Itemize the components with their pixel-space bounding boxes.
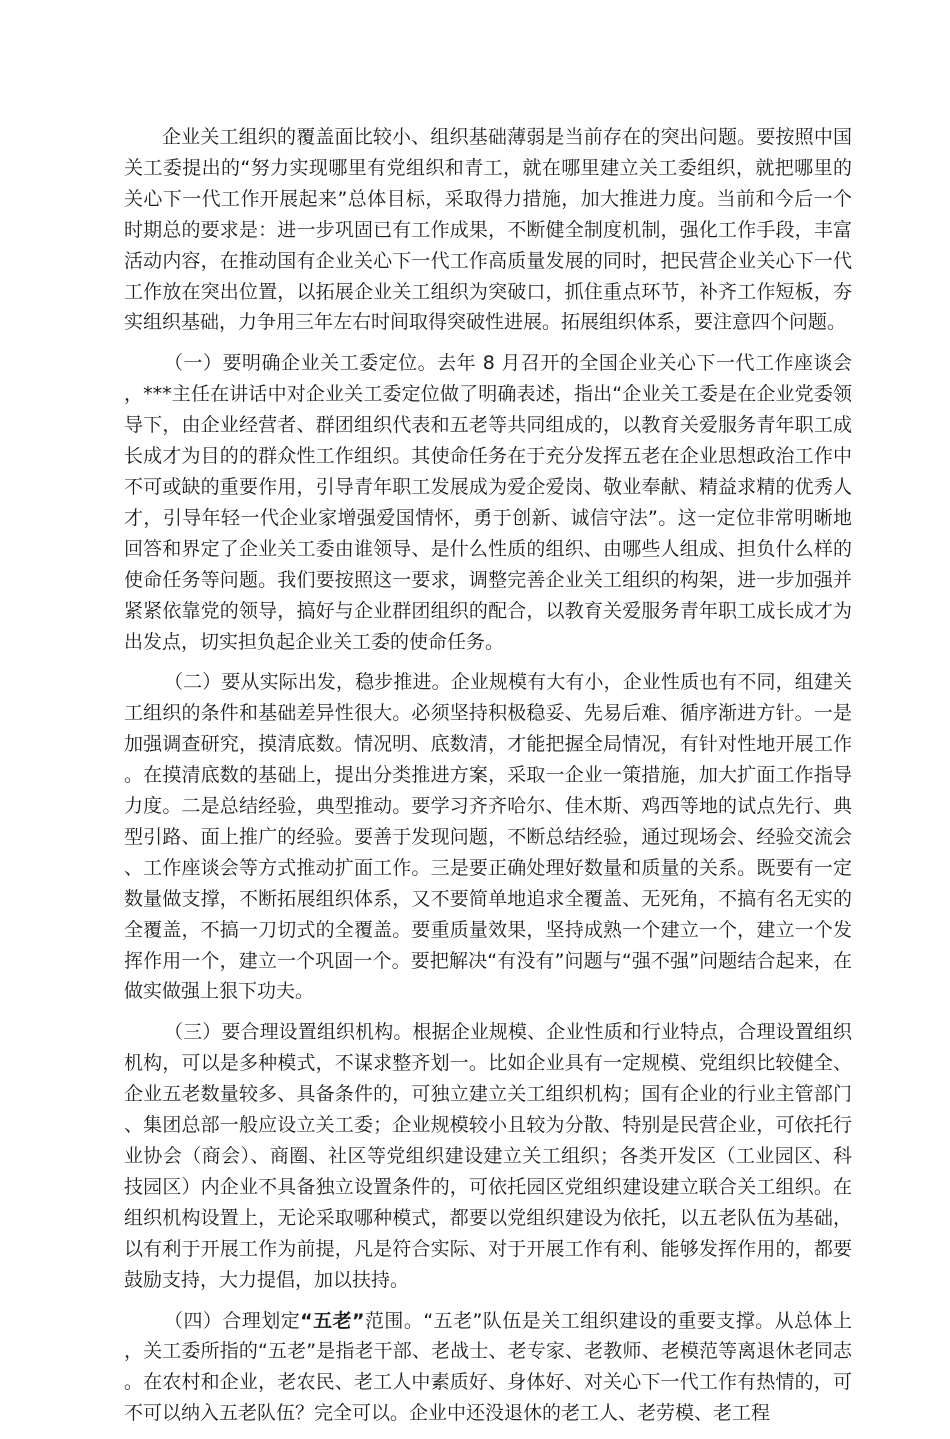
section-4-emphasis: “五老”	[300, 1309, 365, 1332]
section-4-paragraph	[124, 1306, 852, 1430]
section-4-suffix: 范围。“五老”队伍是关工组织建设的重要支撑。从总体上，关工委所指的“五老”是指老干部、老战士、老专家、老教师、老模范等离退休老同志。在农村和企业，老农民、老工人中素质好、身体好、对关心下一代工作有热情的，可不可以纳入五老队伍？完全可以。企业中还没退休的老工人、老劳模、老工程	[124, 1309, 852, 1425]
section-3-paragraph: （三）要合理设置组织机构。根据企业规模、企业性质和行业特点，合理设置组织机构，可以是多种模式，不谋求整齐划一。比如企业具有一定规模、党组织比较健全、企业五老数量较多、具备条件的，可独立建立关工组织机构；国有企业的行业主管部门、集团总部一般应设立关工委；企业规模较小且较为分散、特别是民营企业，可依托行业协会（商会）、商圈、社区等党组织建设建立关工组织；各类开发区（工业园区、科技园区）内企业不具备独立设置条件的，可依托园区党组织建设建立联合关工组织。在组织机构设置上，无论采取哪种模式，都要以党组织建设为依托，以五老队伍为基础，以有利于开展工作为前提，凡是符合实际、对于开展工作有利、能够发挥作用的，都要鼓励支持，大力提倡，加以扶持。	[124, 1021, 852, 1291]
document-page	[124, 122, 852, 1439]
intro-paragraph: 企业关工组织的覆盖面比较小、组织基础薄弱是当前存在的突出问题。要按照中国关工委提出的“努力实现哪里有党组织和青工，就在哪里建立关工委组织，就把哪里的关心下一代工作开展起来”总体目标，采取得力措施，加大推进力度。当前和今后一个时期总的要求是：进一步巩固已有工作成果，不断健全制度机制，强化工作手段，丰富活动内容，在推动国有企业关心下一代工作高质量发展的同时，把民营企业关心下一代工作放在突出位置，以拓展企业关工组织为突破口，抓住重点环节，补齐工作短板，夯实组织基础，力争用三年左右时间取得突破性进展。拓展组织体系，要注意四个问题。	[124, 126, 852, 334]
section-1-paragraph: （一）要明确企业关工委定位。去年 8 月召开的全国企业关心下一代工作座谈会，***主任在讲话中对企业关工委定位做了明确表述，指出“企业关工委是在企业党委领导下，由企业经营者、群团组织代表和五老等共同组成的，以教育关爱服务青年职工成长成才为目的的群众性工作组织。其使命任务在于充分发挥五老在企业思想政治工作中不可或缺的重要作用，引导青年职工发展成为爱企爱岗、敬业奉献、精益求精的优秀人才，引导年轻一代企业家增强爱国情怀，勇于创新、诚信守法”。这一定位非常明晰地回答和界定了企业关工委由谁领导、是什么性质的组织、由哪些人组成、担负什么样的使命任务等问题。我们要按照这一要求，调整完善企业关工组织的构架，进一步加强并紧紧依靠党的领导，搞好与企业群团组织的配合，以教育关爱服务青年职工成长成才为出发点，切实担负起企业关工委的使命任务。	[124, 352, 852, 653]
section-4-prefix: （四）合理划定	[164, 1309, 301, 1332]
section-2-paragraph: （二）要从实际出发，稳步推进。企业规模有大有小，企业性质也有不同，组建关工组织的条件和基础差异性很大。必须坚持积极稳妥、先易后难、循序渐进方针。一是加强调查研究，摸清底数。情况明、底数清，才能把握全局情况，有针对性地开展工作。在摸清底数的基础上，提出分类推进方案，采取一企业一策措施，加大扩面工作指导力度。二是总结经验，典型推动。要学习齐齐哈尔、佳木斯、鸡西等地的试点先行、典型引路、面上推广的经验。要善于发现问题，不断总结经验，通过现场会、经验交流会、工作座谈会等方式推动扩面工作。三是要正确处理好数量和质量的关系。既要有一定数量做支撑，不断拓展组织体系，又不要简单地追求全覆盖、无死角，不搞有名无实的全覆盖，不搞一刀切式的全覆盖。要重质量效果，坚持成熟一个建立一个，建立一个发挥作用一个，建立一个巩固一个。要把解决“有没有”问题与“强不强”问题结合起来，在做实做强上狠下功夫。	[124, 671, 852, 1003]
